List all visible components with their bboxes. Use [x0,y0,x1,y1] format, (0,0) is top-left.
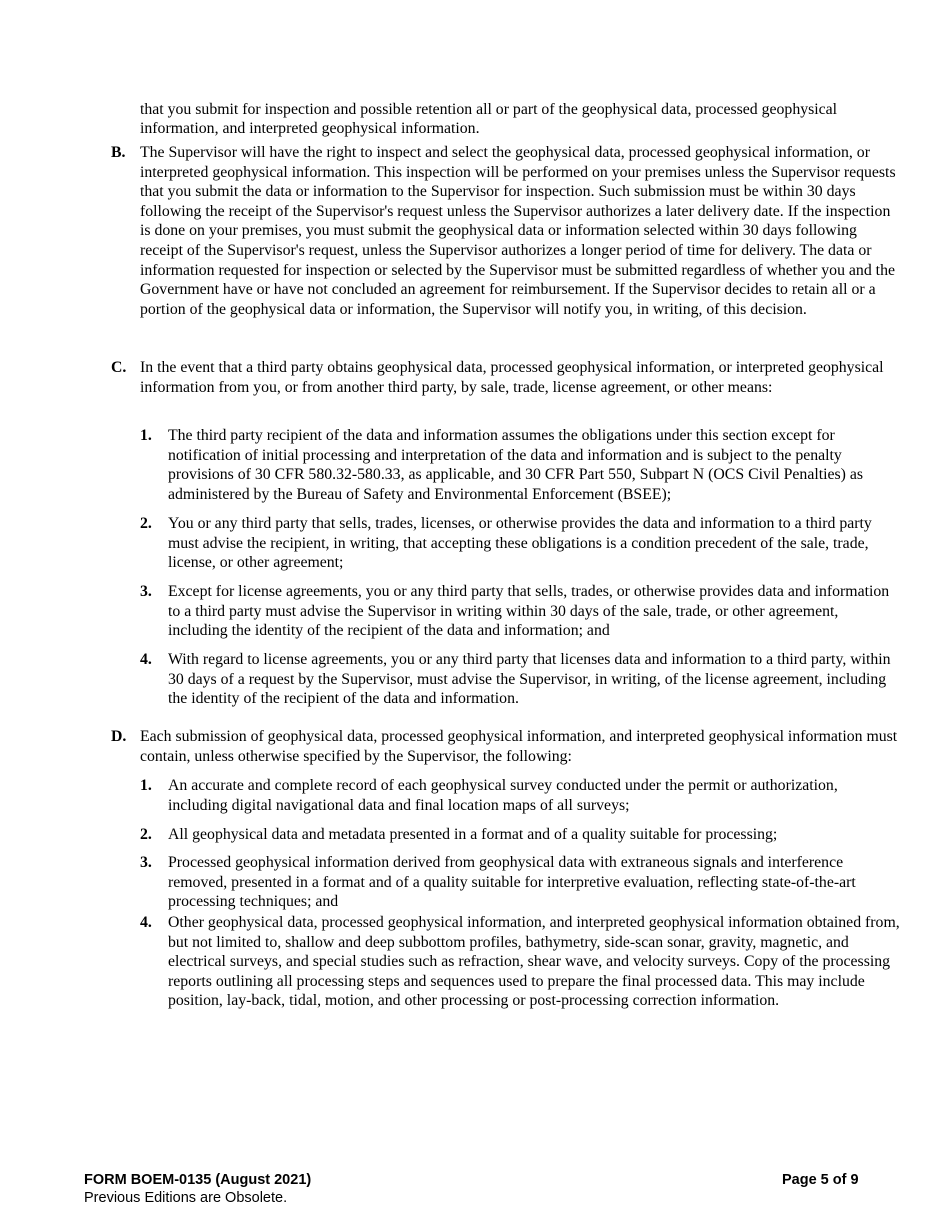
section-b-label: B. [111,144,126,161]
list-item-text: An accurate and complete record of each geophysical survey conducted under the permit or authorization, including digital navigational data and final location maps of all surveys; [168,777,838,814]
list-item-label: 3. [140,583,152,600]
continuation-paragraph: that you submit for inspection and possible retention all or part of the geophysical data, processed geophysical information, and interpreted geophysical information. [140,100,838,138]
section-b-text: The Supervisor will have the right to inspect and select the geophysical data, processed geophysical information, or interpreted geophysical information. This inspection will be performed on your premises unless the Supervisor requests that you submit the data or information to the Supervisor for inspection. Such submission must be within 30 days following the receipt of the Supervisor's request unless the Supervisor authorizes a later delivery date. If the inspection is done on your premises, you must submit the geophysical data or information selected within 30 days following receipt of the Supervisor's request, unless the Supervisor authorizes a longer period of time for delivery. The data or information requested for inspection or selected by the Supervisor must be submitted regardless of whether you and the Government have or have not concluded an agreement for reimbursement. If the Supervisor decides to retain all or a portion of the geophysical data or information, the Supervisor will notify you, in writing, of this decision. [140,144,896,318]
list-item-text: All geophysical data and metadata presented in a format and of a quality suitable for processing; [168,826,778,843]
list-item-label: 4. [140,651,152,668]
list-item-label: 1. [140,777,152,794]
section-d-text: Each submission of geophysical data, processed geophysical information, and interpreted geophysical information must contain, unless otherwise specified by the Supervisor, the following: [140,728,898,765]
list-item-text: Except for license agreements, you or any third party that sells, trades, or otherwise provides data and information to a third party must advise the Supervisor in writing within 30 days of the sale, trade, or other agreement, including the identity of the recipient of the data and information; and [168,583,890,640]
list-item-label: 1. [140,427,152,444]
page-number: Page 5 of 9 [782,1172,859,1188]
section-d-label: D. [111,728,127,745]
footer-form-info [84,1171,311,1207]
list-item-text: The third party recipient of the data and information assumes the obligations under this section except for notification of initial processing and interpretation of the data and information and is subject to the penalty provisions of 30 CFR 580.32-580.33, as applicable, and 30 CFR Part 550, Subpart N (OCS Civil Penalties) as administered by the Bureau of Safety and Environmental Enforcement (BSEE); [168,427,864,503]
list-item-text: Processed geophysical information derived from geophysical data with extraneous signals and interference removed, presented in a format and of a quality suitable for interpretive evaluation, reflecting state-of-the-art processing techniques; and [168,854,856,911]
list-item-text: Other geophysical data, processed geophysical information, and interpreted geophysical information obtained from, but not limited to, shallow and deep subbottom profiles, bathymetry, side-scan sonar, gravity, magnetic, and electrical surveys, and special studies such as refraction, shear wave, and velocity surveys. Copy of the processing reports outlining all processing steps and sequences used to prepare the final processed data. This may include position, lay-back, tidal, motion, and other processing or post-processing correction information. [168,914,900,1010]
section-c-label: C. [111,359,127,376]
list-item-label: 2. [140,826,152,843]
section-c-text: In the event that a third party obtains geophysical data, processed geophysical information, or interpreted geophysical information from you, or from another third party, by sale, trade, license agreement, or other means: [140,359,884,396]
list-item-text: With regard to license agreements, you or any third party that licenses data and information to a third party, within 30 days of a request by the Supervisor, must advise the Supervisor, in writing, of the license agreement, including the identity of the recipient of the data and information. [168,651,891,708]
list-item-text: You or any third party that sells, trades, licenses, or otherwise provides the data and information to a third party must advise the recipient, in writing, that accepting these obligations is a condition precedent of the sale, trade, license, or other agreement; [168,515,872,572]
list-item-label: 4. [140,914,152,931]
form-title: FORM BOEM-0135 (August 2021) [84,1172,312,1188]
list-item-label: 3. [140,854,152,871]
list-item-label: 2. [140,515,152,532]
editions-note: Previous Editions are Obsolete. [84,1190,288,1206]
